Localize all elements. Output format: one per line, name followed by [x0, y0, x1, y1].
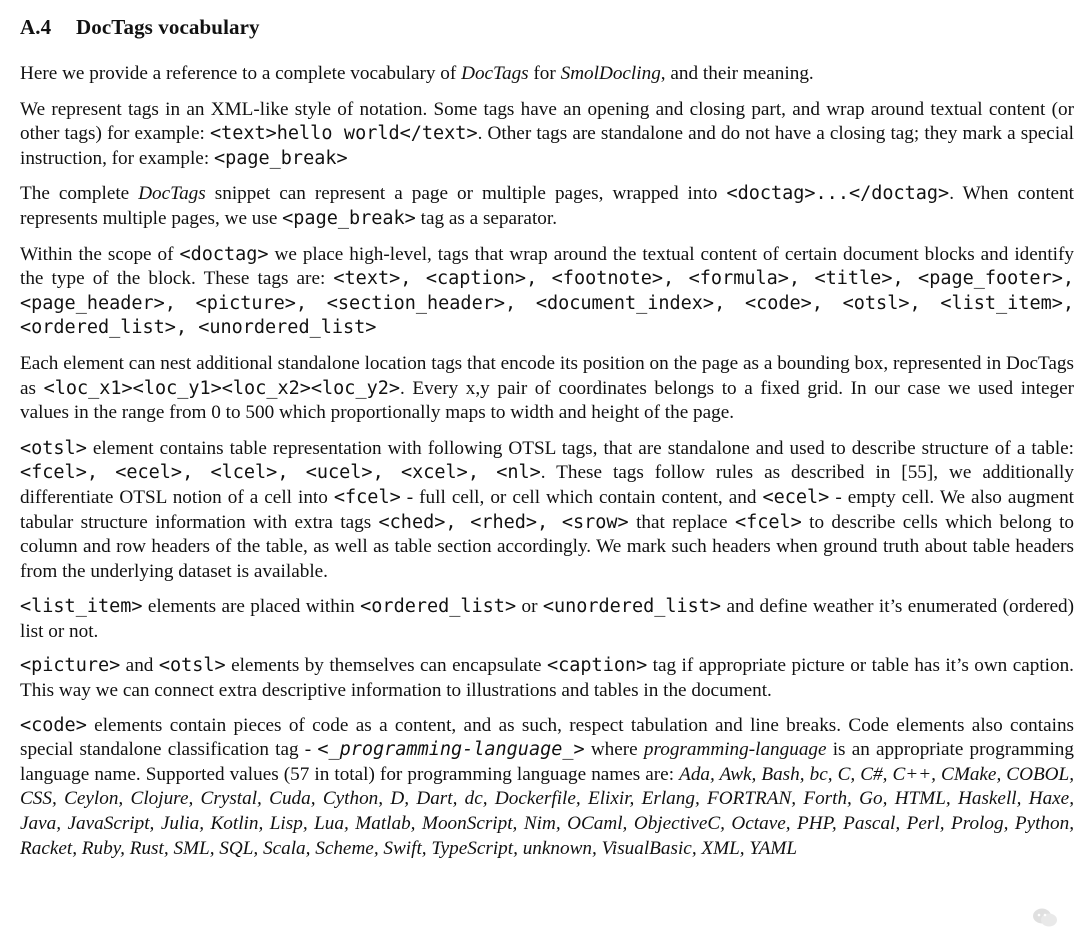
code-doctag-wrapper: <doctag>...</doctag>	[726, 183, 950, 205]
text-run: Within the scope of	[20, 243, 180, 265]
code-block-tag-list: <text>, <caption>, <footnote>, <formula>, <title>, <page_footer>, <page_header>, <picture>, <section_header>, <document_index>, <code>, <otsl>, <list_item>, <ordered_list>, <unordered_list>	[20, 268, 1074, 339]
code-ordered-list: <ordered_list>	[360, 596, 517, 618]
text-run: . These tags follow rules as described in [55], we additionally differentiate OTSL notion of a cell into	[20, 462, 1074, 508]
paragraph-list-items	[20, 595, 1074, 644]
text-run: elements are placed within	[142, 596, 361, 618]
code-otsl: <otsl>	[20, 437, 87, 459]
code-doctag: <doctag>	[179, 243, 269, 265]
wechat-icon	[1032, 907, 1058, 929]
text-run: tag if appropriate picture or table has it’s own caption. This way we can connect extra descriptive information to illustrations and tables in the document.	[20, 655, 1074, 702]
paragraph-block-tags	[20, 243, 1074, 341]
paper-page	[20, 12, 1074, 871]
text-run: we place high-level, tags that wrap around the textual content of certain document blocks and identify the type of the block. These tags are:	[20, 243, 1074, 290]
emphasis-smoldocling: SmolDocling	[560, 63, 661, 84]
emphasis-doctags: DocTags	[138, 183, 206, 205]
text-run: that replace	[628, 511, 735, 533]
text-run: is an appropriate programming language name. Supported values (57 in total) for programming language names are:	[20, 739, 1074, 785]
text-run: Here we provide a reference to a complete vocabulary of	[20, 63, 462, 84]
code-unordered-list: <unordered_list>	[542, 596, 722, 618]
text-run: and define weather it’s enumerated (ordered) list or not.	[20, 596, 1075, 642]
emphasis-programming-language: programming-language	[643, 739, 827, 761]
text-run: Each element can nest additional standalone location tags that encode its position on the page as a bounding box, represented in DocTags as	[20, 352, 1074, 399]
text-run: to describe cells which belong to column and row headers of the table, as well as table section accordingly. We mark such headers when ground truth about table headers from the underlying dataset is available.	[20, 511, 1074, 582]
text-run: . Every x,y pair of coordinates belongs to a fixed grid. In our case we used integer values in the range from 0 to 500 which proportionally maps to width and height of the page.	[20, 377, 1074, 424]
code-programming-language-tag: <_programming-language_>	[317, 739, 585, 761]
code-picture: <picture>	[20, 655, 121, 677]
section-title: DocTags vocabulary	[76, 15, 260, 39]
paragraph-code-elements	[20, 714, 1074, 862]
text-run: and	[120, 655, 159, 677]
text-run: , and their meaning.	[660, 63, 814, 84]
paragraph-otsl	[20, 437, 1074, 585]
code-ecel: <ecel>	[762, 486, 830, 508]
code-list-item: <list_item>	[20, 596, 143, 618]
code-location-tags: <loc_x1><loc_y1><loc_x2><loc_y2>	[43, 377, 400, 399]
paragraph-location-tags	[20, 352, 1074, 426]
code-fcel: <fcel>	[333, 486, 401, 508]
text-run: The complete	[20, 183, 139, 205]
code-code: <code>	[20, 714, 87, 736]
language-list: Ada, Awk, Bash, bc, C, C#, C++, CMake, COBOL, CSS, Ceylon, Clojure, Crystal, Cuda, Cython, D, Dart, dc, Dockerfile, Elixir, Erlang, FORTRAN, Forth, Go, HTML, Haskell, Haxe, Java, JavaScript, Julia, Kotlin, Lisp, Lua, Matlab, MoonScript, Nim, OCaml, ObjectiveC, Octave, PHP, Pascal, Perl, Prolog, Python, Racket, Ruby, Rust, SML, SQL, Scala, Scheme, Swift, TypeScript, unknown, VisualBasic, XML, YAML	[20, 763, 1075, 859]
code-fcel: <fcel>	[734, 511, 802, 533]
text-run: - full cell, or cell which contain content, and	[400, 486, 763, 508]
text-run: - empty cell. We also augment tabular structure information with extra tags	[20, 486, 1074, 533]
text-run: element contains table representation with following OTSL tags, that are standalone and used to describe structure of a table:	[86, 437, 1074, 459]
text-run: snippet can represent a page or multiple pages, wrapped into	[205, 183, 727, 205]
code-caption: <caption>	[547, 655, 648, 677]
text-run: or	[516, 596, 543, 618]
section-heading	[20, 12, 1074, 42]
code-otsl: <otsl>	[158, 655, 226, 677]
paragraph-snippet	[20, 182, 1074, 231]
text-run: . When content represents multiple pages, we use	[20, 183, 1074, 229]
text-run: tag as a separator.	[415, 207, 557, 229]
code-otsl-tags: <fcel>, <ecel>, <lcel>, <ucel>, <xcel>, <nl>	[20, 462, 541, 484]
paragraph-notation	[20, 98, 1074, 172]
code-header-tags: <ched>, <rhed>, <srow>	[378, 511, 629, 533]
paragraph-intro	[20, 62, 1074, 87]
code-page-break: <page_break>	[213, 147, 348, 169]
text-run: for	[528, 63, 561, 84]
code-text-tag-example: <text>hello world</text>	[209, 123, 478, 145]
emphasis-doctags: DocTags	[461, 63, 529, 84]
text-run: . Other tags are standalone and do not have a closing tag; they mark a special instruction, for example:	[20, 123, 1074, 169]
watermark	[1032, 907, 1058, 929]
code-page-break: <page_break>	[282, 207, 416, 229]
text-run: where	[584, 739, 644, 761]
paragraph-captions	[20, 654, 1074, 703]
section-number: A.4	[20, 15, 52, 39]
text-run: elements contain pieces of code as a content, and as such, respect tabulation and line breaks. Code elements also contains special standalone classification tag -	[20, 714, 1074, 761]
text-run: elements by themselves can encapsulate	[225, 655, 547, 677]
text-run: We represent tags in an XML-like style of notation. Some tags have an opening and closing part, and wrap around textual content (or other tags) for example:	[20, 98, 1074, 145]
